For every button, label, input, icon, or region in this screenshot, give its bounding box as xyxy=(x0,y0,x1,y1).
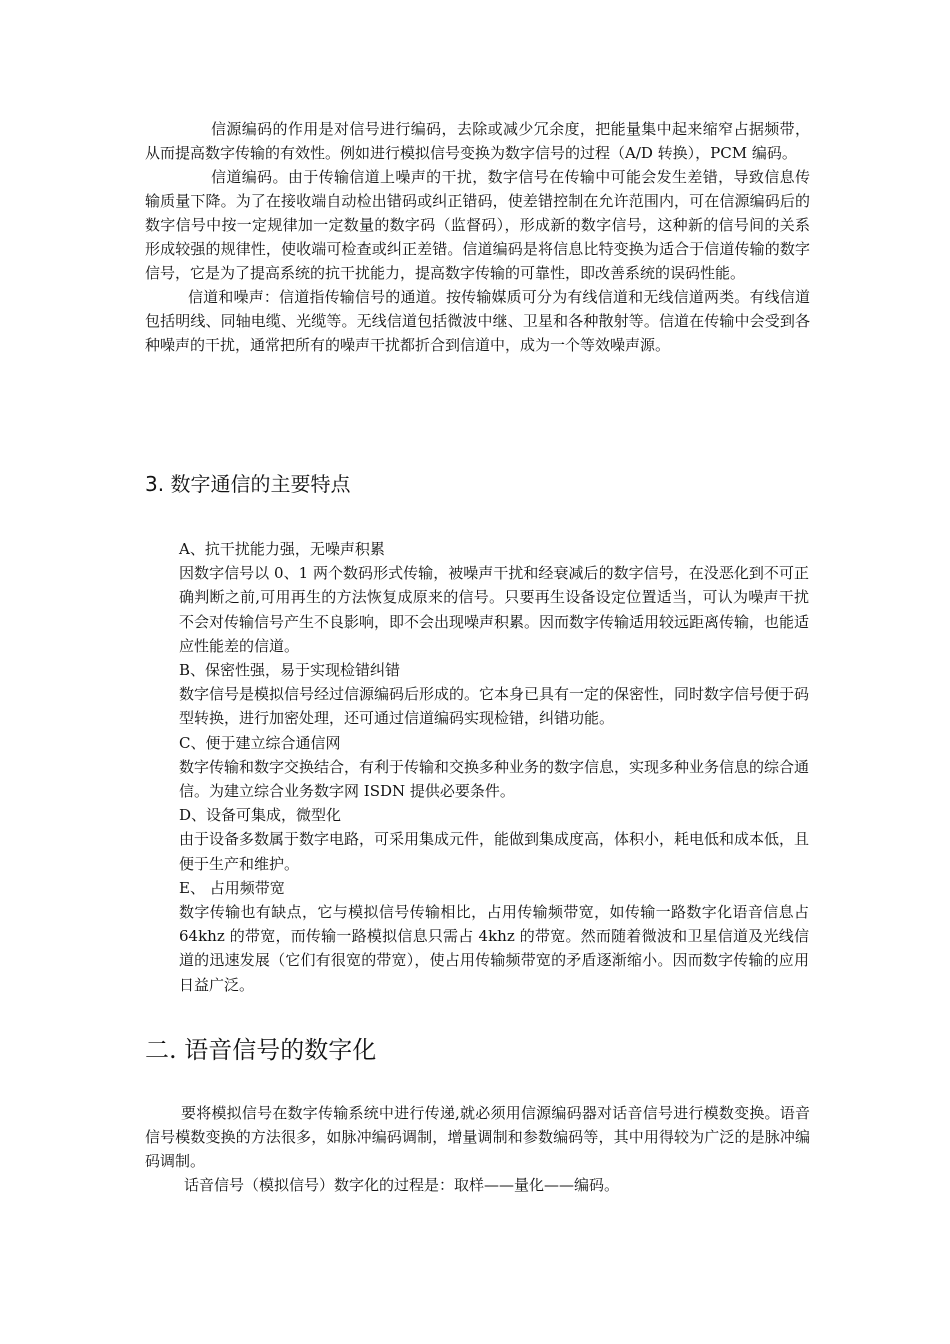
feature-title: D、设备可集成，微型化 xyxy=(179,806,342,825)
feature-body: 数字信号是模拟信号经过信源编码后形成的。它本身已具有一定的保密性，同时数字信号便于码型转换，进行加密处理，还可通过信道编码实现检错，纠错功能。 xyxy=(179,685,810,728)
voice-block xyxy=(145,1101,810,1197)
section-heading-voice-digitization: 二. 语音信号的数字化 xyxy=(145,1036,377,1064)
intro-block xyxy=(145,117,810,357)
paragraph-digitization-process: 话音信号（模拟信号）数字化的过程是：取样——量化——编码。 xyxy=(184,1176,620,1194)
feature-title: B、保密性强，易于实现检错纠错 xyxy=(179,661,401,680)
feature-title: A、抗干扰能力强，无噪声积累 xyxy=(179,540,385,558)
section-heading-features: 3. 数字通信的主要特点 xyxy=(145,472,351,496)
paragraph-channel-coding: 信道编码。由于传输信道上噪声的干扰，数字信号在传输中可能会发生差错，导致信息传输质量下降。为了在接收端自动检出错码或纠正错码，使差错控制在允许范围内，可在信源编码后的数字信号中按一定规律加一定数量的数字码（监督码），形成新的数字信号，这种新的信号间的关系形成较强的规律性，使收端可检查或纠正差错。信道编码是将信息比特变换为适合于信道传输的数字信号，它是为了提高系统的抗干扰能力，提高数字传输的可靠性，即改善系统的误码性能。 xyxy=(145,168,810,282)
feature-body: 由于设备多数属于数字电路，可采用集成元件，能做到集成度高，体积小，耗电低和成本低，且便于生产和维护。 xyxy=(179,830,810,873)
features-list xyxy=(179,537,809,997)
paragraph-pcm-intro: 要将模拟信号在数字传输系统中进行传递,就必须用信源编码器对话音信号进行模数变换。语音信号模数变换的方法很多，如脉冲编码调制，增量调制和参数编码等，其中用得较为广泛的是脉冲编码调制。 xyxy=(145,1104,810,1170)
paragraph-channel-noise: 信道和噪声：信道指传输信号的通道。按传输媒质可分为有线信道和无线信道两类。有线信道包括明线、同轴电缆、光缆等。无线信道包括微波中继、卫星和各种散射等。信道在传输中会受到各种噪声的干扰，通常把所有的噪声干扰都折合到信道中，成为一个等效噪声源。 xyxy=(145,288,810,354)
feature-title: C、便于建立综合通信网 xyxy=(179,733,341,752)
paragraph-source-coding: 信源编码的作用是对信号进行编码，去除或减少冗余度，把能量集中起来缩窄占据频带，从而提高数字传输的有效性。例如进行模拟信号变换为数字信号的过程（A/D 转换），PCM 编码。 xyxy=(145,120,810,162)
feature-title: E、 占用频带宽 xyxy=(179,878,285,897)
feature-body: 因数字信号以 0、1 两个数码形式传输，被噪声干扰和经衰减后的数字信号，在没恶化到不可正确判断之前,可用再生的方法恢复成原来的信号。只要再生设备设定位置适当，可认为噪声干扰不会对传输信号产生不良影响，即不会出现噪声积累。因而数字传输适用较远距离传输，也能适应性能差的信道。 xyxy=(179,564,810,655)
feature-body: 数字传输和数字交换结合，有利于传输和交换多种业务的数字信息，实现多种业务信息的综合通信。为建立综合业务数字网 ISDN 提供必要条件。 xyxy=(179,757,810,801)
feature-body: 数字传输也有缺点，它与模拟信号传输相比，占用传输频带宽，如传输一路数字化语音信息占 64khz 的带宽，而传输一路模拟信息只需占 4khz 的带宽。然而随着微波和卫星信道及光线信道的迅速发展（它们有很宽的带宽），使占用传输频带宽的矛盾逐渐缩小。因而数字传输的应用日益广泛。 xyxy=(179,903,809,994)
